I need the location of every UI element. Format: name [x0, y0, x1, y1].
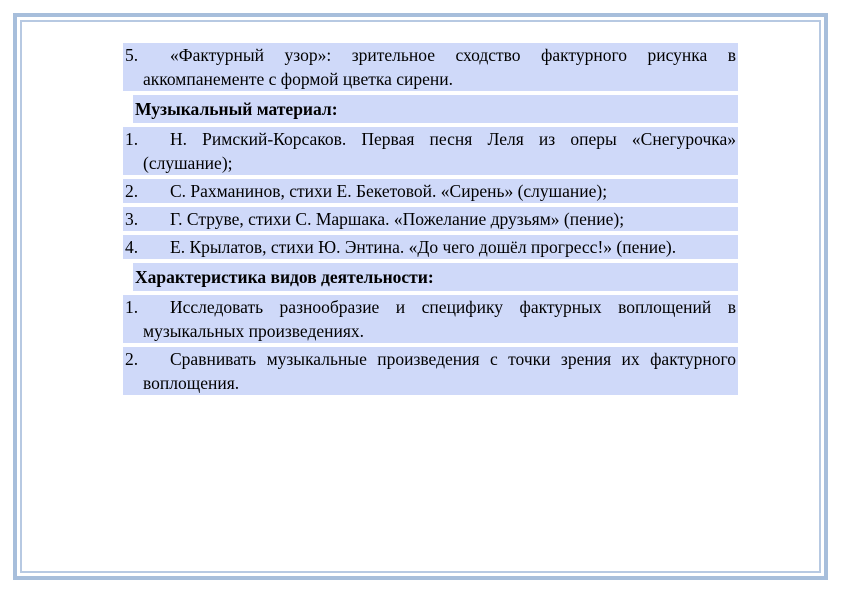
music-list-item — [123, 207, 738, 231]
list-item-number: 1. — [125, 297, 139, 317]
list-item-text: Исследовать разнообразие и специфику фактурных воплощений в музыкальных произведениях. — [143, 297, 736, 341]
list-item-text: Н. Римский-Корсаков. Первая песня Леля из оперы «Снегурочка» (слушание); — [143, 129, 736, 173]
activity-list-item — [123, 295, 738, 343]
activity-heading: Характеристика видов деятельности: — [133, 263, 738, 291]
activity-list-item — [123, 347, 738, 395]
list-item-text: «Фактурный узор»: зрительное сходство фактурного рисунка в аккомпанементе с формой цветка сирени. — [143, 45, 736, 89]
list-item-number: 2. — [125, 349, 139, 369]
music-list-item — [123, 127, 738, 175]
list-item-number: 3. — [125, 209, 139, 229]
music-material-heading: Музыкальный материал: — [133, 95, 738, 123]
list-item-number: 2. — [125, 181, 139, 201]
music-list-item — [123, 235, 738, 259]
list-item-text: Сравнивать музыкальные произведения с точки зрения их фактурного воплощения. — [143, 349, 736, 393]
list-item-number: 4. — [125, 237, 139, 257]
list-item-text: Е. Крылатов, стихи Ю. Энтина. «До чего дошёл прогресс!» (пение). — [170, 237, 677, 257]
list-item-text: С. Рахманинов, стихи Е. Бекетовой. «Сирень» (слушание); — [170, 181, 608, 201]
list-item-text: Г. Струве, стихи С. Маршака. «Пожелание друзьям» (пение); — [170, 209, 625, 229]
list-item-number: 5. — [125, 45, 139, 65]
intro-list-item — [123, 43, 738, 91]
slide-content — [123, 43, 738, 399]
list-item-number: 1. — [125, 129, 139, 149]
music-list-item — [123, 179, 738, 203]
